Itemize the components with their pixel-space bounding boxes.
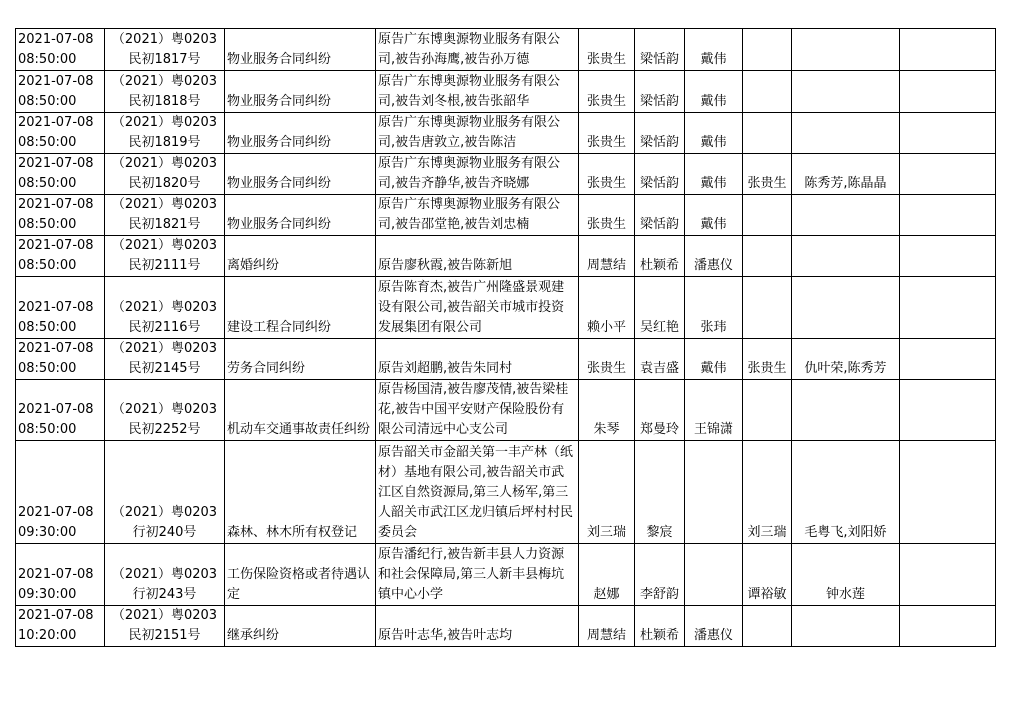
case-number-cell: （2021）粤0203 民初1820号 <box>105 154 225 195</box>
table-row <box>16 113 996 154</box>
hearing-datetime-cell: 2021-07-08 08:50:00 <box>16 154 105 195</box>
case-parties-cell: 原告廖秋霞,被告陈新旭 <box>376 236 579 277</box>
hearing-datetime-cell: 2021-07-08 08:50:00 <box>16 277 105 339</box>
table-row <box>16 339 996 380</box>
case-number-cell: （2021）粤0203 民初2145号 <box>105 339 225 380</box>
presiding-judge-cell: 赵娜 <box>579 544 635 606</box>
extra-members-cell <box>792 277 900 339</box>
table-row <box>16 29 996 71</box>
extra-members-cell <box>792 71 900 113</box>
hearing-datetime-cell: 2021-07-08 08:50:00 <box>16 339 105 380</box>
extra-members-cell <box>792 380 900 441</box>
case-cause-cell: 物业服务合同纠纷 <box>225 29 376 71</box>
hearing-schedule-table <box>15 28 996 647</box>
table-row <box>16 71 996 113</box>
case-cause-cell: 机动车交通事故责任纠纷 <box>225 380 376 441</box>
extra-judge-cell <box>743 236 792 277</box>
court-clerk-cell: 梁恬韵 <box>635 71 685 113</box>
case-parties-cell: 原告杨国清,被告廖茂情,被告梁桂花,被告中国平安财产保险股份有限公司清远中心支公司 <box>376 380 579 441</box>
case-number-cell: （2021）粤0203 民初2252号 <box>105 380 225 441</box>
presiding-judge-cell: 张贵生 <box>579 195 635 236</box>
hearing-datetime-cell: 2021-07-08 08:50:00 <box>16 236 105 277</box>
table-row <box>16 195 996 236</box>
extra-members-cell: 钟水莲 <box>792 544 900 606</box>
case-number-cell: （2021）粤0203 民初2111号 <box>105 236 225 277</box>
table-row <box>16 236 996 277</box>
extra-note-cell <box>900 71 996 113</box>
court-clerk-cell: 郑曼玲 <box>635 380 685 441</box>
extra-judge-cell: 谭裕敏 <box>743 544 792 606</box>
presiding-judge-cell: 张贵生 <box>579 113 635 154</box>
case-parties-cell: 原告广东博奥源物业服务有限公司,被告齐静华,被告齐晓娜 <box>376 154 579 195</box>
extra-members-cell <box>792 195 900 236</box>
extra-note-cell <box>900 29 996 71</box>
table-row <box>16 380 996 441</box>
table-row <box>16 441 996 544</box>
case-cause-cell: 工伤保险资格或者待遇认定 <box>225 544 376 606</box>
presiding-judge-cell: 张贵生 <box>579 29 635 71</box>
case-parties-cell: 原告广东博奥源物业服务有限公司,被告刘冬根,被告张韶华 <box>376 71 579 113</box>
juror-cell: 戴伟 <box>685 195 743 236</box>
hearing-datetime-cell: 2021-07-08 09:30:00 <box>16 441 105 544</box>
case-cause-cell: 继承纠纷 <box>225 606 376 647</box>
hearing-datetime-cell: 2021-07-08 08:50:00 <box>16 113 105 154</box>
case-cause-cell: 物业服务合同纠纷 <box>225 113 376 154</box>
case-cause-cell: 物业服务合同纠纷 <box>225 154 376 195</box>
extra-judge-cell: 张贵生 <box>743 339 792 380</box>
extra-note-cell <box>900 154 996 195</box>
extra-members-cell: 毛粤飞,刘阳娇 <box>792 441 900 544</box>
court-clerk-cell: 杜颖希 <box>635 606 685 647</box>
case-parties-cell: 原告刘超鹏,被告朱同村 <box>376 339 579 380</box>
extra-note-cell <box>900 277 996 339</box>
juror-cell: 王锦潇 <box>685 380 743 441</box>
case-number-cell: （2021）粤0203 行初240号 <box>105 441 225 544</box>
case-parties-cell: 原告叶志华,被告叶志均 <box>376 606 579 647</box>
extra-members-cell <box>792 29 900 71</box>
extra-members-cell: 陈秀芳,陈晶晶 <box>792 154 900 195</box>
extra-note-cell <box>900 606 996 647</box>
extra-note-cell <box>900 113 996 154</box>
extra-members-cell <box>792 113 900 154</box>
table-row <box>16 606 996 647</box>
hearing-datetime-cell: 2021-07-08 08:50:00 <box>16 195 105 236</box>
extra-note-cell <box>900 236 996 277</box>
hearing-datetime-cell: 2021-07-08 10:20:00 <box>16 606 105 647</box>
case-number-cell: （2021）粤0203 民初2116号 <box>105 277 225 339</box>
juror-cell <box>685 544 743 606</box>
court-clerk-cell: 梁恬韵 <box>635 113 685 154</box>
table-row <box>16 154 996 195</box>
juror-cell <box>685 441 743 544</box>
extra-judge-cell: 张贵生 <box>743 154 792 195</box>
extra-judge-cell <box>743 113 792 154</box>
extra-judge-cell <box>743 277 792 339</box>
presiding-judge-cell: 张贵生 <box>579 71 635 113</box>
extra-note-cell <box>900 195 996 236</box>
presiding-judge-cell: 赖小平 <box>579 277 635 339</box>
extra-judge-cell <box>743 380 792 441</box>
case-number-cell: （2021）粤0203 民初2151号 <box>105 606 225 647</box>
presiding-judge-cell: 刘三瑞 <box>579 441 635 544</box>
extra-judge-cell <box>743 29 792 71</box>
extra-note-cell <box>900 441 996 544</box>
extra-judge-cell: 刘三瑞 <box>743 441 792 544</box>
case-number-cell: （2021）粤0203 民初1821号 <box>105 195 225 236</box>
case-cause-cell: 劳务合同纠纷 <box>225 339 376 380</box>
case-parties-cell: 原告广东博奥源物业服务有限公司,被告孙海鹰,被告孙万德 <box>376 29 579 71</box>
case-parties-cell: 原告广东博奥源物业服务有限公司,被告邵堂艳,被告刘忠楠 <box>376 195 579 236</box>
case-cause-cell: 物业服务合同纠纷 <box>225 195 376 236</box>
table-row <box>16 544 996 606</box>
extra-members-cell <box>792 236 900 277</box>
juror-cell: 张玮 <box>685 277 743 339</box>
juror-cell: 戴伟 <box>685 339 743 380</box>
extra-members-cell <box>792 606 900 647</box>
presiding-judge-cell: 周慧结 <box>579 606 635 647</box>
juror-cell: 潘惠仪 <box>685 606 743 647</box>
case-cause-cell: 物业服务合同纠纷 <box>225 71 376 113</box>
court-clerk-cell: 吴红艳 <box>635 277 685 339</box>
court-clerk-cell: 梁恬韵 <box>635 154 685 195</box>
presiding-judge-cell: 张贵生 <box>579 154 635 195</box>
case-number-cell: （2021）粤0203 民初1819号 <box>105 113 225 154</box>
presiding-judge-cell: 朱琴 <box>579 380 635 441</box>
court-clerk-cell: 杜颖希 <box>635 236 685 277</box>
hearing-datetime-cell: 2021-07-08 08:50:00 <box>16 380 105 441</box>
juror-cell: 潘惠仪 <box>685 236 743 277</box>
case-parties-cell: 原告广东博奥源物业服务有限公司,被告唐敦立,被告陈洁 <box>376 113 579 154</box>
juror-cell: 戴伟 <box>685 29 743 71</box>
case-number-cell: （2021）粤0203 民初1817号 <box>105 29 225 71</box>
juror-cell: 戴伟 <box>685 71 743 113</box>
extra-members-cell: 仇叶荣,陈秀芳 <box>792 339 900 380</box>
case-parties-cell: 原告潘纪行,被告新丰县人力资源和社会保障局,第三人新丰县梅坑镇中心小学 <box>376 544 579 606</box>
case-number-cell: （2021）粤0203 行初243号 <box>105 544 225 606</box>
hearing-datetime-cell: 2021-07-08 08:50:00 <box>16 29 105 71</box>
case-number-cell: （2021）粤0203 民初1818号 <box>105 71 225 113</box>
table-row <box>16 277 996 339</box>
court-clerk-cell: 袁吉盛 <box>635 339 685 380</box>
juror-cell: 戴伟 <box>685 113 743 154</box>
presiding-judge-cell: 张贵生 <box>579 339 635 380</box>
extra-judge-cell <box>743 606 792 647</box>
case-parties-cell: 原告陈育杰,被告广州隆盛景观建设有限公司,被告韶关市城市投资发展集团有限公司 <box>376 277 579 339</box>
case-parties-cell: 原告韶关市金韶关第一丰产林（纸材）基地有限公司,被告韶关市武江区自然资源局,第三人杨军,第三人韶关市武江区龙归镇后坪村村民委员会 <box>376 441 579 544</box>
extra-judge-cell <box>743 195 792 236</box>
case-cause-cell: 建设工程合同纠纷 <box>225 277 376 339</box>
juror-cell: 戴伟 <box>685 154 743 195</box>
court-clerk-cell: 李舒韵 <box>635 544 685 606</box>
case-cause-cell: 离婚纠纷 <box>225 236 376 277</box>
court-clerk-cell: 梁恬韵 <box>635 195 685 236</box>
court-clerk-cell: 黎宸 <box>635 441 685 544</box>
court-clerk-cell: 梁恬韵 <box>635 29 685 71</box>
presiding-judge-cell: 周慧结 <box>579 236 635 277</box>
extra-note-cell <box>900 380 996 441</box>
extra-note-cell <box>900 544 996 606</box>
extra-judge-cell <box>743 71 792 113</box>
hearing-datetime-cell: 2021-07-08 08:50:00 <box>16 71 105 113</box>
hearing-datetime-cell: 2021-07-08 09:30:00 <box>16 544 105 606</box>
extra-note-cell <box>900 339 996 380</box>
case-cause-cell: 森林、林木所有权登记 <box>225 441 376 544</box>
